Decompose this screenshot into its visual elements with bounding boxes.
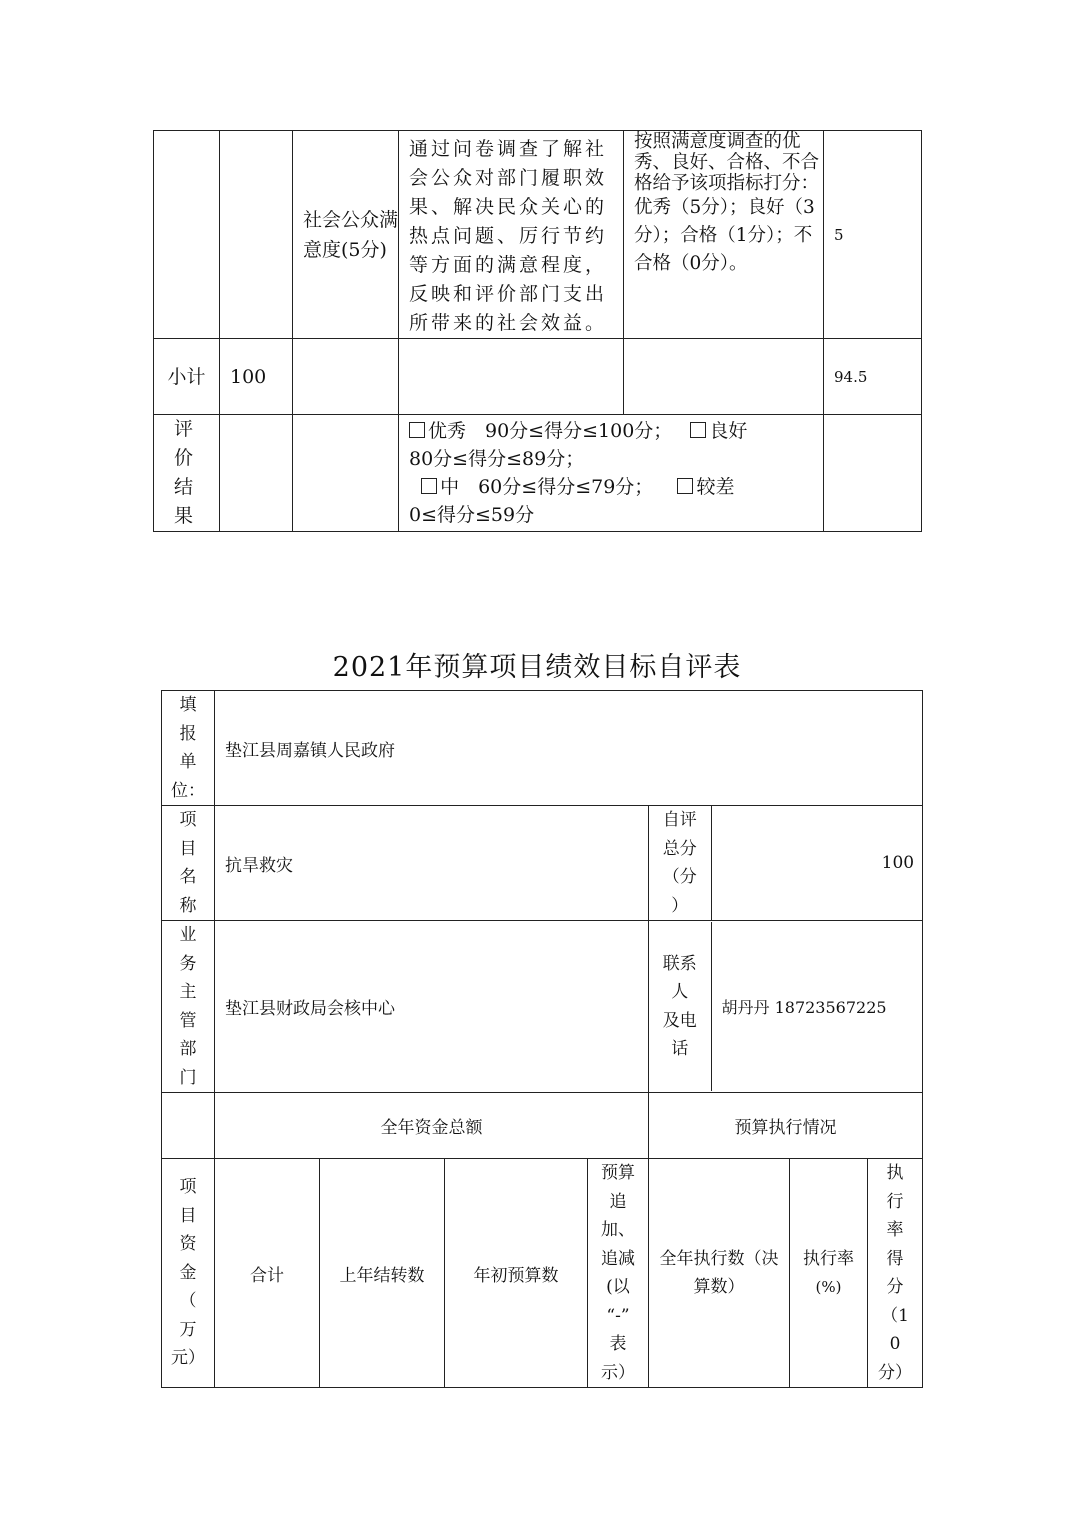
contact-value: 胡丹丹 18723567225: [721, 998, 887, 1017]
vertical-label-char: （分: [662, 867, 697, 887]
empty-cell: [293, 415, 399, 532]
unit-row: [162, 691, 923, 806]
funds-header-row: [162, 1093, 923, 1159]
vertical-label-char: 单: [179, 752, 197, 772]
total-funds-header: 全年资金总额: [215, 1093, 649, 1159]
empty-cell: [154, 131, 220, 339]
scoring-rule-levels: 优秀（5分）；良好（3分）；合格（1分）；不合格（0分）。: [634, 197, 815, 274]
vertical-label-char: 追: [609, 1191, 627, 1212]
col-total: 合计: [215, 1159, 320, 1388]
department-row: [162, 921, 923, 1093]
indicator-table-continued: [153, 130, 922, 532]
self-score-value: 100: [881, 853, 915, 873]
vertical-label-char: 及电: [662, 1010, 697, 1031]
vertical-label-char: 务: [179, 953, 197, 974]
vertical-label-char: 业: [179, 925, 197, 945]
indicator-name: 社会公众满意度(5分): [293, 131, 399, 339]
satisfaction-row: [154, 131, 922, 339]
col-budget-adjustment: [588, 1159, 649, 1388]
result-label: [154, 415, 220, 532]
grade-good: 良好: [709, 420, 748, 442]
vertical-label-char: 位：: [171, 780, 205, 801]
budget-execution-header: 预算执行情况: [649, 1093, 923, 1159]
vertical-label-char: 分: [886, 1277, 904, 1297]
vertical-label-char: 主: [179, 982, 197, 1002]
vertical-label-char: (以: [606, 1277, 630, 1297]
vertical-label-char: 预算: [601, 1163, 635, 1183]
empty-cell: [293, 339, 399, 415]
department-label: [162, 921, 215, 1093]
page-title: 2021年预算项目绩效目标自评表: [332, 652, 742, 683]
vertical-label-char: 联系: [662, 953, 697, 974]
vertical-label-char: 资: [179, 1234, 197, 1255]
contact-label: [649, 922, 711, 1091]
empty-cell: [824, 415, 922, 532]
self-score-inner: [649, 806, 922, 920]
vertical-label-char: 得: [886, 1248, 904, 1269]
vertical-label-char: ）: [671, 895, 689, 916]
vertical-label-char: 元）: [171, 1348, 205, 1369]
col-execution-rate-line2: (%): [815, 1278, 842, 1296]
col-initial-budget: 年初预算数: [445, 1159, 588, 1388]
criteria-text: 通过问卷调查了解社会公众对部门履职效果、解决民众关心的热点问题、厉行节约等方面的满意程度，反映和评价部门支出所带来的社会效益。: [399, 131, 624, 339]
unit-value: 垫江县周嘉镇人民政府: [215, 691, 923, 806]
vertical-label-char: 分）: [878, 1362, 913, 1383]
col-execution-amount-line1: 全年执行数（决: [659, 1249, 779, 1269]
vertical-label-char: 目: [179, 1205, 197, 1226]
empty-cell: [220, 415, 293, 532]
vertical-label-char: （: [179, 1291, 197, 1312]
funds-label: [162, 1159, 215, 1388]
project-value: 抗旱救灾: [215, 806, 649, 921]
vertical-label-char: 万: [179, 1319, 197, 1340]
subtotal-points: 100: [220, 339, 293, 415]
col-carryover: 上年结转数: [320, 1159, 445, 1388]
col-execution-rate-line1: 执行率: [803, 1249, 854, 1269]
vertical-label-char: 话: [671, 1039, 689, 1059]
checkbox-poor[interactable]: [677, 478, 693, 494]
grade-excellent: 优秀 90分≤得分≤100分；: [428, 420, 673, 442]
contact-cell: [649, 921, 923, 1093]
checkbox-good[interactable]: [690, 422, 706, 438]
vertical-label-char: 示）: [601, 1362, 635, 1383]
grade-line-2: 80分≤得分≤89分；: [409, 448, 585, 470]
self-evaluation-form: [161, 690, 923, 1388]
col-execution-score: [868, 1159, 923, 1388]
project-row: [162, 806, 923, 921]
empty-cell: [624, 339, 824, 415]
col-execution-amount: [649, 1159, 790, 1388]
vertical-label-char: 称: [179, 895, 197, 916]
vertical-label-char: 管: [179, 1010, 197, 1031]
vertical-label-char: 金: [179, 1262, 197, 1283]
grade-poor: 较差: [696, 476, 735, 498]
empty-cell: [399, 339, 624, 415]
vertical-label-char: （1: [881, 1305, 909, 1326]
department-value: 垫江县财政局会核中心: [215, 921, 649, 1093]
scoring-rule-intro: 按照满意度调查的优秀、良好、合格、不合格给予该项指标打分：: [634, 131, 820, 194]
vertical-label-char: 目: [179, 838, 197, 859]
vertical-label-char: 项: [179, 810, 197, 830]
grade-line-4: 0≤得分≤59分: [409, 504, 535, 526]
col-execution-rate: [790, 1159, 868, 1388]
contact-inner: [649, 922, 922, 1091]
vertical-label-char: 门: [179, 1067, 197, 1088]
vertical-label-char: 率: [886, 1220, 904, 1240]
self-score-label: [649, 806, 711, 920]
empty-cell: [220, 131, 293, 339]
vertical-label-char: 自评: [662, 810, 697, 830]
vertical-label-char: “-”: [606, 1305, 630, 1326]
vertical-label-char: 行: [886, 1191, 904, 1212]
vertical-label-char: 0: [889, 1334, 901, 1354]
vertical-label-char: 名: [179, 867, 197, 887]
col-execution-amount-line2: 算数）: [693, 1277, 745, 1297]
indicator-score: 5: [824, 131, 922, 339]
self-score-cell: [649, 806, 923, 921]
empty-cell: [162, 1093, 215, 1159]
vertical-label-char: 填: [179, 695, 197, 715]
funds-columns-row: [162, 1159, 923, 1388]
vertical-label-char: 项: [179, 1177, 197, 1198]
scoring-rule: [624, 131, 824, 339]
result-row: [154, 415, 922, 532]
grade-line-3: [409, 473, 819, 501]
subtotal-row: [154, 339, 922, 415]
unit-label: [162, 691, 215, 806]
grade-medium: 中 60分≤得分≤79分；: [440, 476, 654, 498]
vertical-label-char: 部: [179, 1039, 197, 1059]
grade-line-1: [409, 417, 819, 445]
result-label-text: 评价结果: [173, 418, 199, 527]
checkbox-medium[interactable]: [421, 478, 437, 494]
vertical-label-char: 人: [671, 982, 689, 1002]
vertical-label-char: 追减: [601, 1248, 635, 1269]
vertical-label-char: 报: [179, 723, 197, 744]
vertical-label-char: 执: [886, 1163, 904, 1183]
grade-options: [399, 415, 824, 532]
vertical-label-char: 表: [609, 1334, 627, 1354]
vertical-label-char: 加、: [601, 1220, 635, 1240]
vertical-label-char: 总分: [662, 838, 697, 859]
project-label: [162, 806, 215, 921]
checkbox-excellent[interactable]: [409, 422, 425, 438]
subtotal-score: 94.5: [824, 339, 922, 415]
subtotal-label: 小计: [154, 339, 220, 415]
